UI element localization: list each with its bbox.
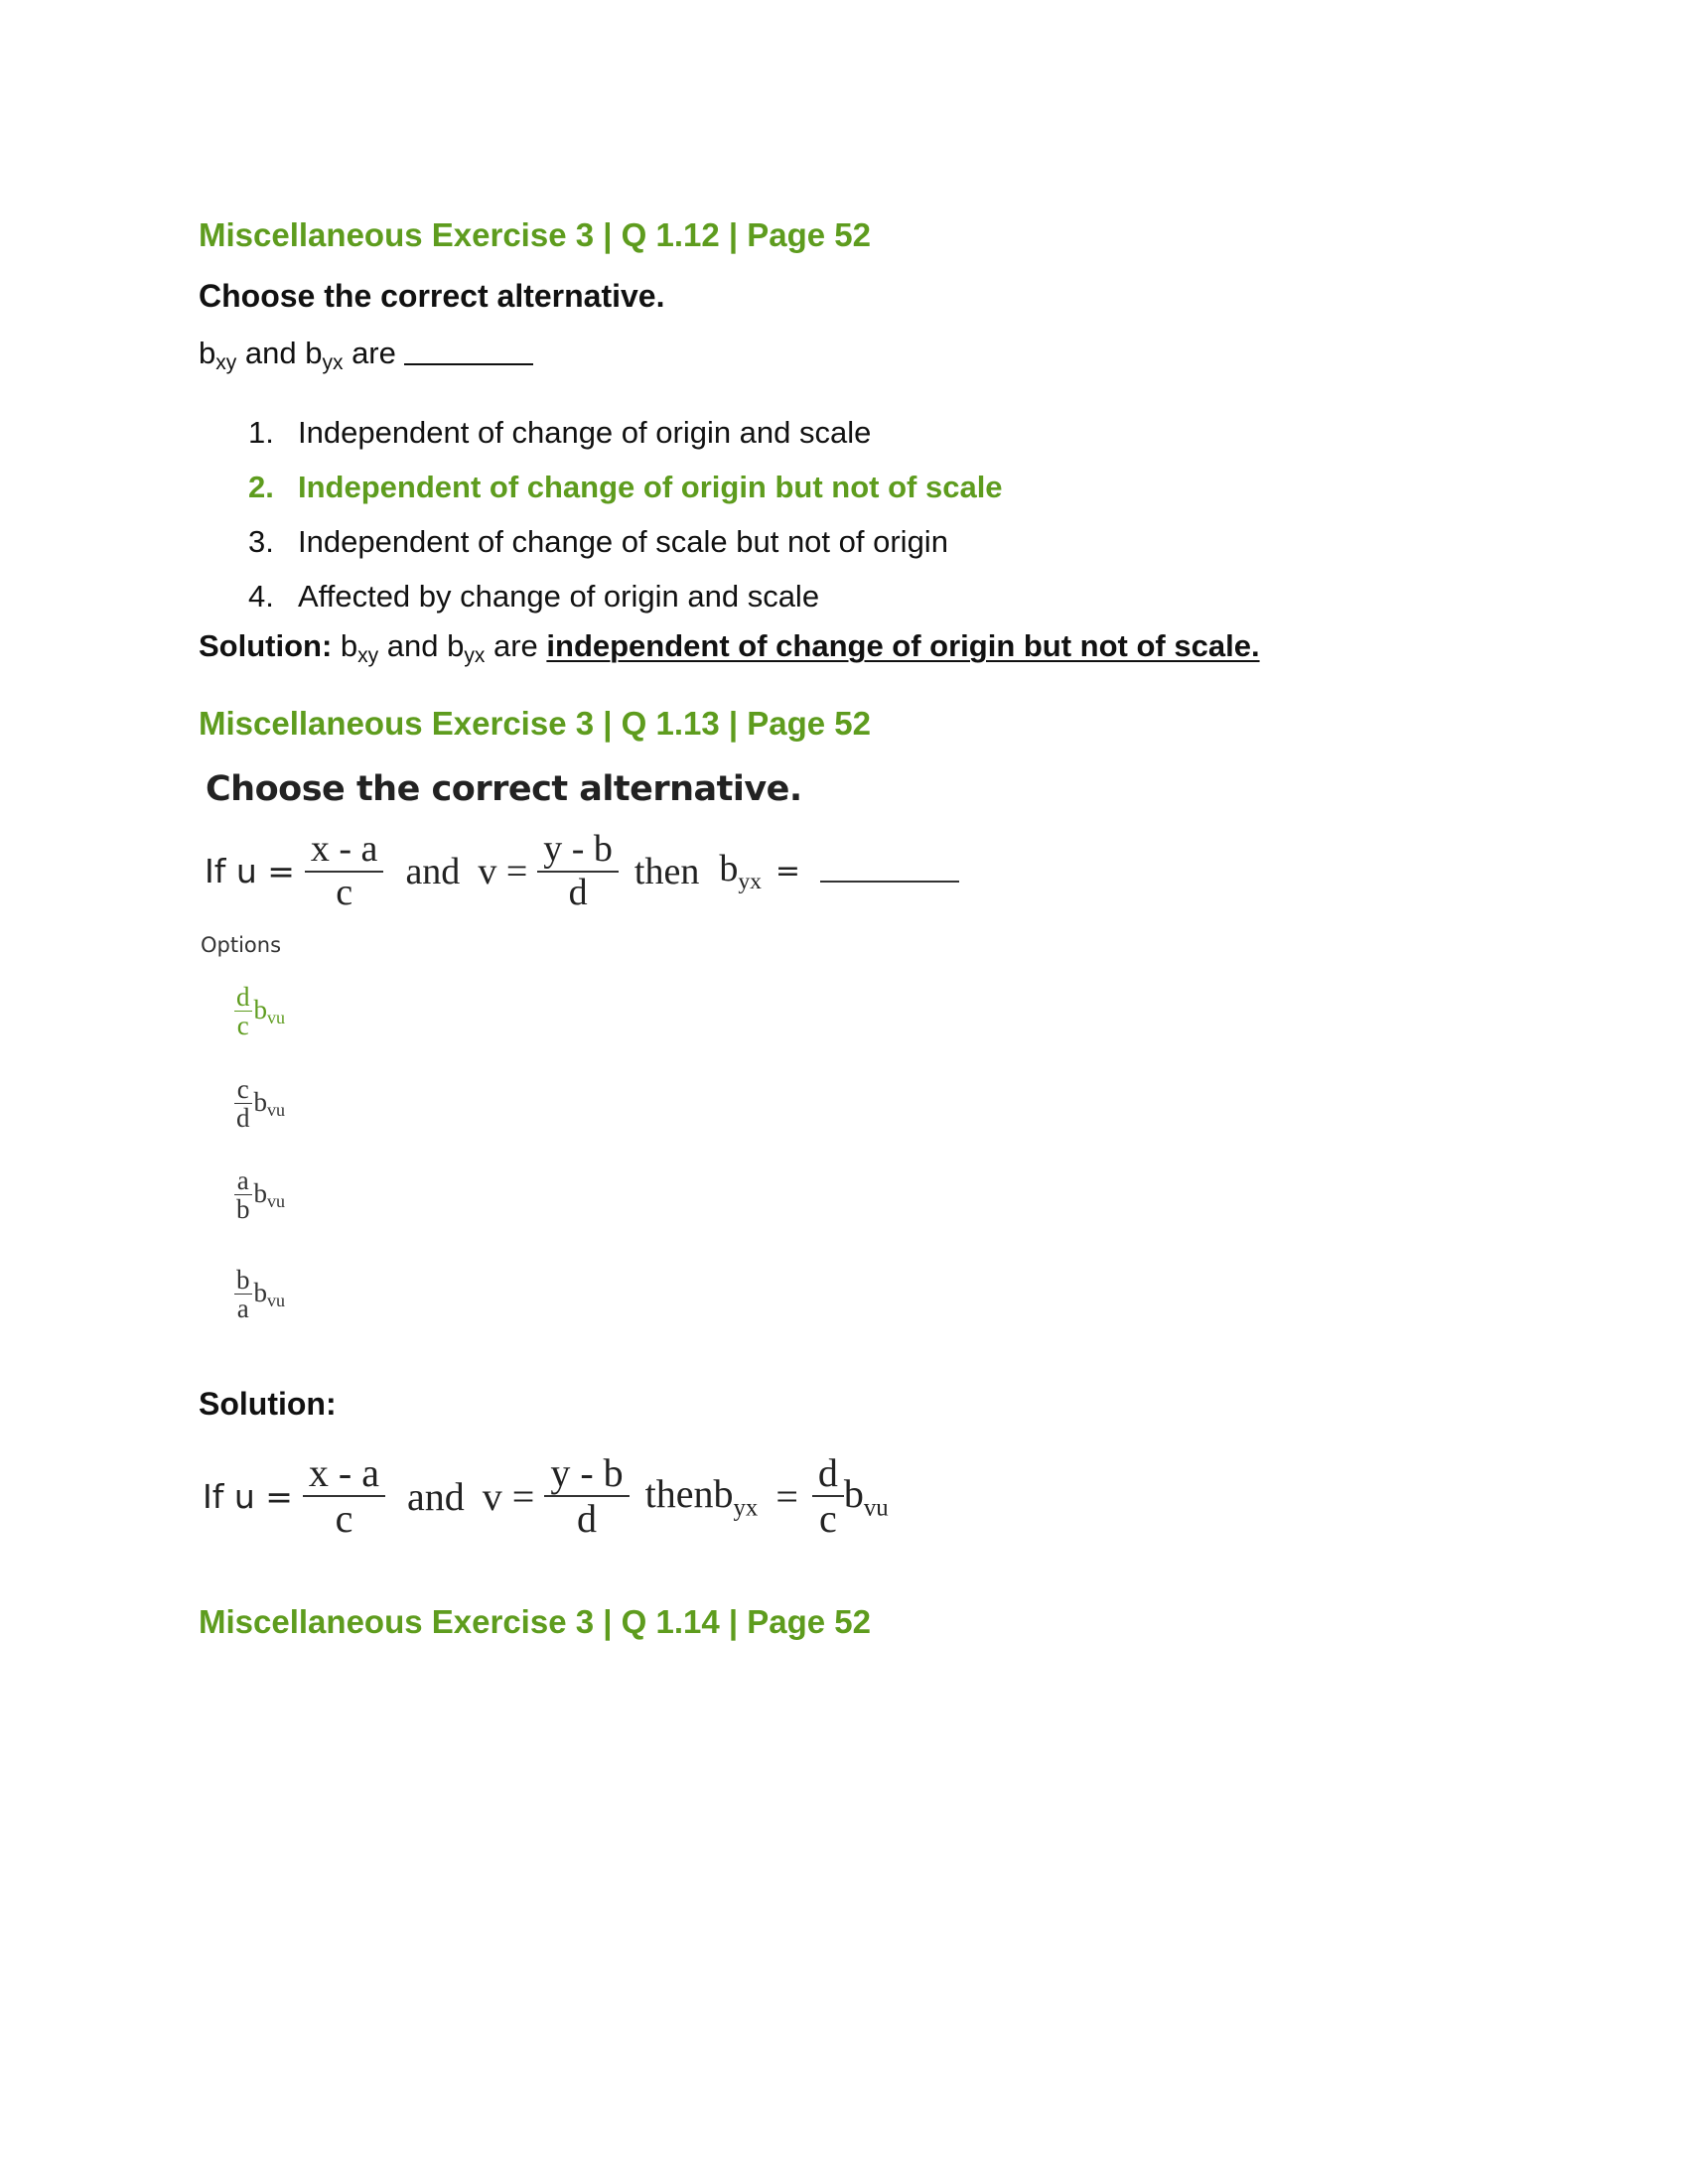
q113-option-1-correct: $\frac{d}{c}$ $b_{vu}$ <box>236 982 285 1041</box>
q112-solution: Solution: $b_{xy}$ and $b_{yx}$ are independent of change of origin but not of scale. <box>199 628 1260 667</box>
q113-option-4: $\frac{b}{a}$ $b_{vu}$ <box>236 1265 285 1324</box>
q113-instruction: Choose the correct alternative. <box>206 769 802 809</box>
options-label: Options <box>201 933 282 957</box>
answer-blank <box>820 881 959 883</box>
option-4: 4. Affected by change of origin and scale <box>248 579 820 614</box>
q113-equation: If u = $\frac{x - a}{c}$ and v = $\frac{y - b}{d}$ then $b_{yx}$ = <box>205 829 959 914</box>
q113-solution-equation: If u = $\frac{x - a}{c}$ and v = $\frac{y - b}{d}$ thenb$_{yx}$ = $\frac{d}{c}$ $b_{vu}$ <box>203 1450 889 1541</box>
q112-options <box>248 405 1003 623</box>
q112-question: $b_{xy}$ and $b_{yx}$ are <box>199 338 533 373</box>
q113-solution-label: Solution: <box>199 1386 337 1422</box>
option-2-correct: 2. Independent of change of origin but not of scale <box>248 470 1003 504</box>
q113-heading: Miscellaneous Exercise 3 | Q 1.13 | Page 52 <box>199 705 872 742</box>
option-1: 1. Independent of change of origin and scale <box>248 415 872 450</box>
q113-option-3: $\frac{a}{b}$ $b_{vu}$ <box>236 1165 285 1225</box>
q112-heading: Miscellaneous Exercise 3 | Q 1.12 | Page 52 <box>199 216 872 253</box>
q114-heading: Miscellaneous Exercise 3 | Q 1.14 | Page 52 <box>199 1603 872 1640</box>
q113-option-2: $\frac{c}{d}$ $b_{vu}$ <box>236 1074 285 1134</box>
option-3: 3. Independent of change of scale but not of origin <box>248 524 948 559</box>
q112-instruction: Choose the correct alternative. <box>199 278 665 314</box>
solution-answer: independent of change of origin but not of scale. <box>546 628 1260 663</box>
answer-blank <box>404 363 533 365</box>
